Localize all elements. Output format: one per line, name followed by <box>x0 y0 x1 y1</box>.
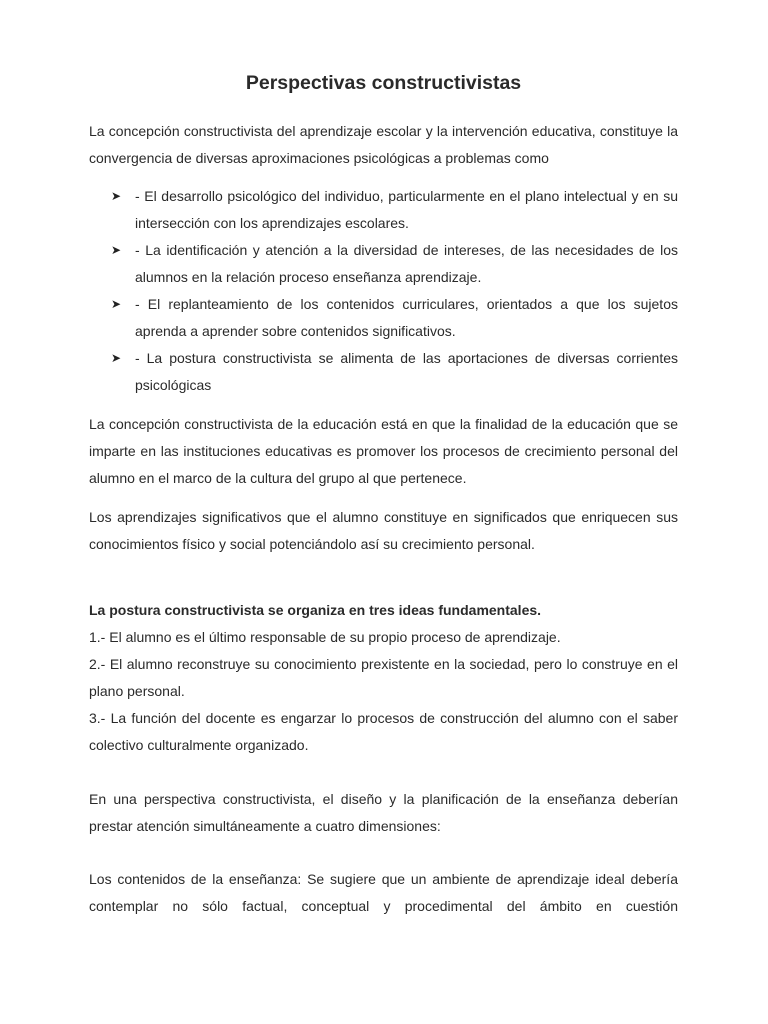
list-item-text: - El desarrollo psicológico del individuo, particularmente en el plano intelectual y en su intersección con los aprendizajes escolares. <box>135 188 678 231</box>
list-item <box>89 237 678 291</box>
dimensions-paragraph: En una perspectiva constructivista, el diseño y la planificación de la enseñanza deberían prestar atención simultáneamente a cuatro dimensiones: <box>89 791 678 834</box>
arrow-bullet-icon: ➤ <box>111 243 122 257</box>
idea-2: 2.- El alumno reconstruye su conocimiento prexistente en la sociedad, pero lo construye en el plano personal. <box>89 656 678 699</box>
bullet-list <box>89 183 678 399</box>
learning-paragraph: Los aprendizajes significativos que el alumno constituye en significados que enriquecen sus conocimientos físico y social potenciándolo así su crecimiento personal. <box>89 509 678 552</box>
list-item <box>89 345 678 399</box>
arrow-bullet-icon: ➤ <box>111 297 122 311</box>
list-item-text: - El replanteamiento de los contenidos curriculares, orientados a que los sujetos aprenda a aprender sobre contenidos significativos. <box>135 296 678 339</box>
idea-1: 1.- El alumno es el último responsable de su propio proceso de aprendizaje. <box>89 629 561 645</box>
ideas-heading: La postura constructivista se organiza en tres ideas fundamentales. <box>89 602 542 618</box>
education-paragraph: La concepción constructivista de la educación está en que la finalidad de la educación que se imparte en las instituciones educativas es promover los procesos de crecimiento personal del alumno en el marco de la cultura del grupo al que pertenece. <box>89 416 678 486</box>
arrow-bullet-icon: ➤ <box>111 189 122 203</box>
intro-paragraph: La concepción constructivista del aprendizaje escolar y la intervención educativa, constituye la convergencia de diversas aproximaciones psicológicas a problemas como <box>89 123 678 166</box>
list-item-text: - La postura constructivista se alimenta de las aportaciones de diversas corrientes psicológicas <box>135 350 678 393</box>
idea-3: 3.- La función del docente es engarzar lo procesos de construcción del alumno con el saber colectivo culturalmente organizado. <box>89 710 678 753</box>
list-item <box>89 291 678 345</box>
arrow-bullet-icon: ➤ <box>111 351 122 365</box>
document-title: Perspectivas constructivistas <box>245 72 522 94</box>
contents-paragraph: Los contenidos de la enseñanza: Se sugiere que un ambiente de aprendizaje ideal debería contemplar no sólo factual, conceptual y procedimental del ámbito en cuestión <box>89 871 678 914</box>
list-item-text: - La identificación y atención a la diversidad de intereses, de las necesidades de los alumnos en la relación proceso enseñanza aprendizaje. <box>135 242 678 285</box>
list-item <box>89 183 678 237</box>
